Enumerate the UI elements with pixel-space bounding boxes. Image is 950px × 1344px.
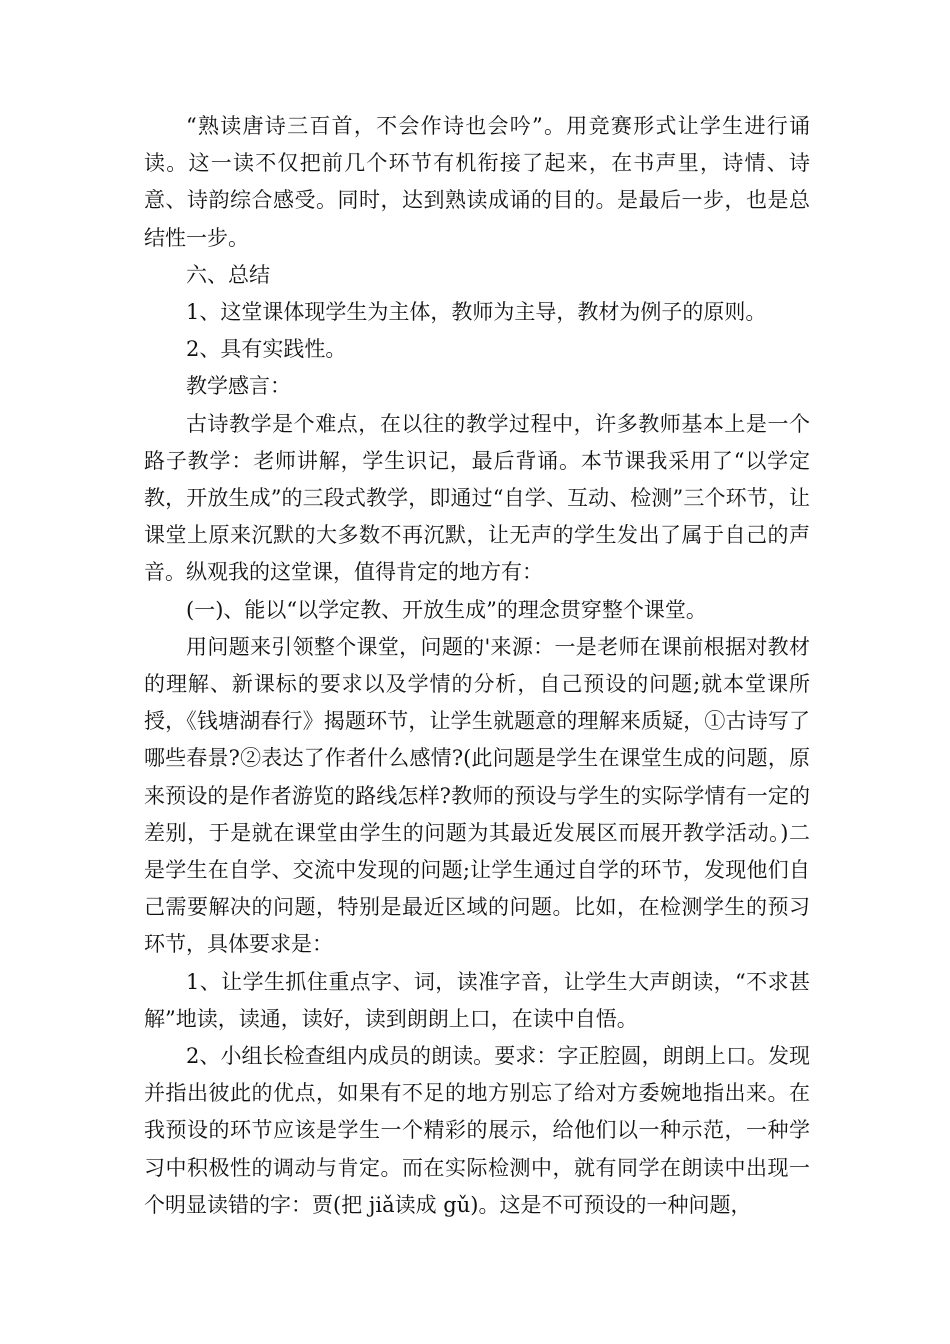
requirement-item-2: 2、小组长检查组内成员的朗读。要求：字正腔圆，朗朗上口。发现并指出彼此的优点，如果有不足的地方别忘了给对方委婉地指出来。在我预设的环节应该是学生一个精彩的展示，给他们以一种示范，一种学习中积极性的调动与肯定。而在实际检测中，就有同学在朗读中出现一个明显读错的字：贾(把 jiǎ读成 gǔ)。这是不可预设的一种问题， [144,1044,810,1217]
paragraph-reflection-intro: 古诗教学是个难点，在以往的教学过程中，许多教师基本上是一个路子教学：老师讲解，学生识记，最后背诵。本节课我采用了“以学定教，开放生成”的三段式教学，即通过“自学、互动、检测”三个环节，让课堂上原来沉默的大多数不再沉默，让无声的学生发出了属于自己的声音。纵观我的这堂课，值得肯定的地方有： [144,411,810,585]
heading-summary: 六、总结 [186,262,270,287]
document-page [144,108,810,1224]
subheading-point-one: (一)、能以“以学定教、开放生成”的理念贯穿整个课堂。 [186,597,707,622]
heading-teaching-reflection: 教学感言： [186,374,291,399]
summary-item-2: 2、具有实践性。 [186,337,347,362]
paragraph-recitation: “熟读唐诗三百首，不会作诗也会吟”。用竞赛形式让学生进行诵读。这一读不仅把前几个环节有机衔接了起来，在书声里，诗情、诗意、诗韵综合感受。同时，达到熟读成诵的目的。是最后一步，也是总结性一步。 [144,114,810,250]
paragraph-questions: 用问题来引领整个课堂，问题的'来源：一是老师在课前根据对教材的理解、新课标的要求以及学情的分析，自己预设的问题;就本堂课所授，《钱塘湖春行》揭题环节，让学生就题意的理解来质疑，①古诗写了哪些春景?②表达了作者什么感情?(此问题是学生在课堂生成的问题，原来预设的是作者游览的路线怎样?教师的预设与学生的实际学情有一定的差别，于是就在课堂由学生的问题为其最近发展区而展开教学活动。)二是学生在自学、交流中发现的问题;让学生通过自学的环节，发现他们自己需要解决的问题，特别是最近区域的问题。比如，在检测学生的预习环节，具体要求是： [144,634,810,957]
requirement-item-1: 1、让学生抓住重点字、词，读准字音，让学生大声朗读，“不求甚解”地读，读通，读好，读到朗朗上口，在读中自悟。 [144,969,810,1031]
summary-item-1: 1、这堂课体现学生为主体，教师为主导，教材为例子的原则。 [186,300,767,325]
